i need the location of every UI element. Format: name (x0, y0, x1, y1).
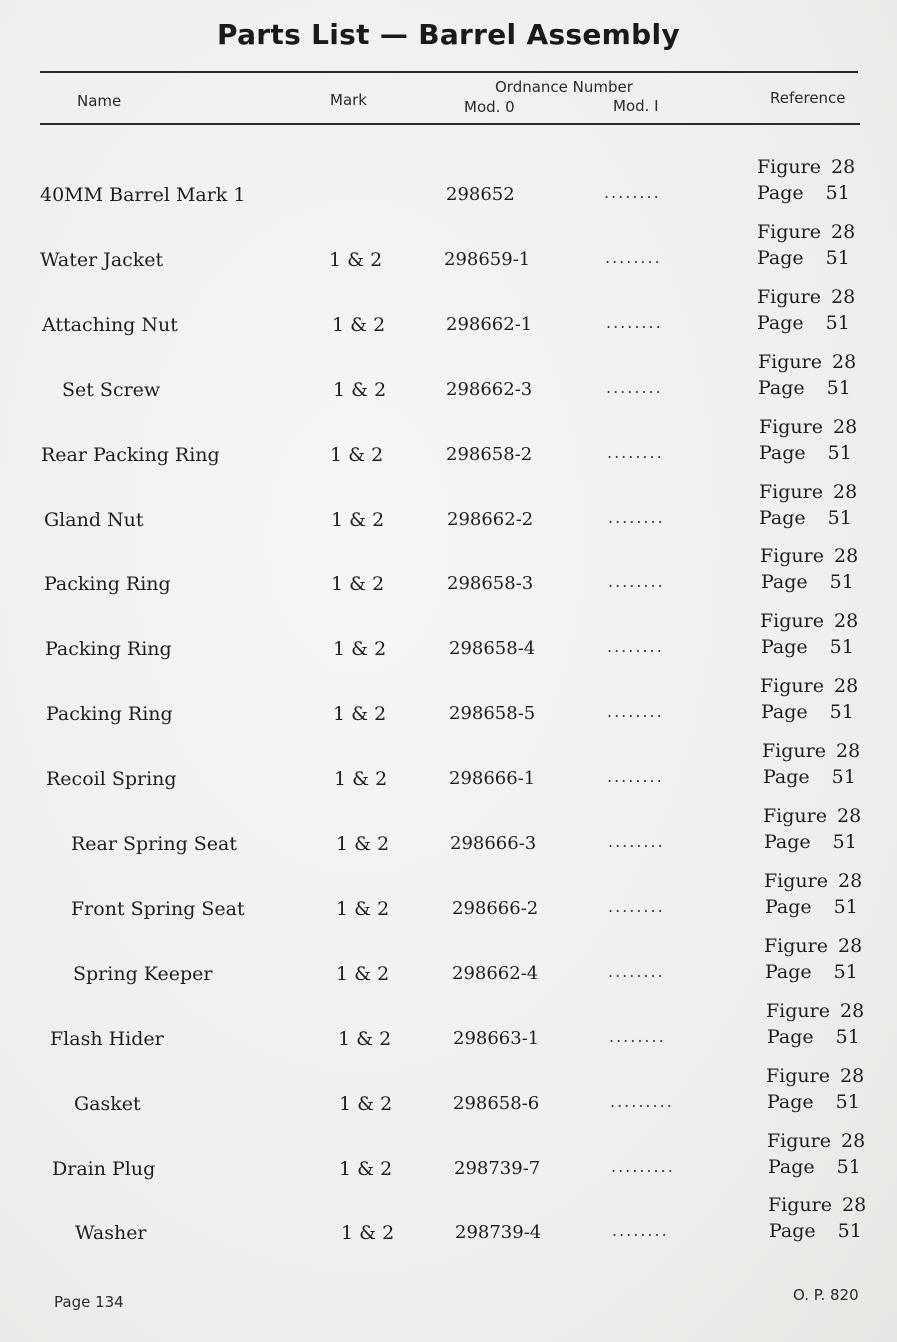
reference-page (765, 896, 858, 918)
ordnance-number-mod1: ........ (612, 1221, 669, 1241)
reference-figure-label: Figure (760, 610, 824, 633)
reference-page-number: 51 (829, 701, 854, 724)
ordnance-number-mod0: 298662-1 (446, 313, 533, 335)
reference-page-number: 51 (837, 1220, 862, 1243)
reference-figure (757, 286, 855, 308)
reference-page-number: 51 (825, 311, 850, 334)
reference-page (767, 1091, 860, 1113)
ordnance-number-mod1: ........ (608, 961, 665, 981)
reference-page-label: Page (765, 895, 812, 918)
reference-figure-number: 28 (836, 740, 861, 763)
part-name: Recoil Spring (46, 768, 177, 791)
ordnance-number-mod1: ......... (611, 1156, 675, 1176)
reference-figure (758, 351, 856, 373)
part-mark: 1 & 2 (331, 508, 385, 531)
reference-page (759, 507, 852, 529)
part-mark: 1 & 2 (333, 638, 387, 661)
reference-page-number: 51 (827, 441, 852, 464)
table-row (0, 348, 897, 413)
table-row (0, 478, 897, 543)
reference-page (763, 766, 856, 788)
ordnance-number-mod0: 298662-2 (447, 508, 534, 530)
reference-page-number: 51 (826, 376, 851, 399)
ordnance-number-mod0: 298666-2 (452, 897, 539, 919)
reference-figure-number: 28 (834, 545, 859, 568)
part-mark: 1 & 2 (339, 1157, 393, 1180)
reference-figure-number: 28 (840, 999, 865, 1022)
page-title: Parts List — Barrel Assembly (217, 18, 680, 51)
reference-page (757, 312, 850, 334)
reference-figure (759, 481, 857, 503)
ordnance-number-mod1: ........ (607, 702, 664, 722)
reference-figure-number: 28 (842, 1194, 867, 1217)
reference-page (768, 1156, 861, 1178)
reference-page-label: Page (769, 1220, 816, 1243)
reference-figure (760, 610, 858, 632)
column-header-mod0: Mod. 0 (464, 98, 515, 116)
table-row (0, 1191, 897, 1256)
reference-page-number: 51 (832, 831, 857, 853)
reference-figure-label: Figure (760, 545, 824, 568)
table-row (0, 542, 897, 607)
reference-figure-label: Figure (767, 1129, 831, 1152)
reference-figure-number: 28 (831, 156, 856, 178)
ordnance-number-mod1: ........ (608, 896, 665, 916)
reference-page-number: 51 (836, 1155, 861, 1178)
column-header-mod1: Mod. I (613, 97, 659, 115)
reference-figure-label: Figure (759, 415, 823, 438)
page-number: Page 134 (54, 1293, 124, 1311)
part-mark: 1 & 2 (336, 962, 390, 985)
part-mark: 1 & 2 (329, 248, 383, 271)
reference-page (764, 831, 857, 853)
ordnance-number-mod0: 298659-1 (444, 248, 531, 270)
reference-figure-number: 28 (838, 934, 863, 957)
reference-figure-number: 28 (831, 285, 856, 308)
part-name: Water Jacket (40, 248, 164, 271)
ordnance-number-mod0: 298739-4 (455, 1222, 542, 1244)
reference-page-number: 51 (831, 766, 856, 789)
part-mark: 1 & 2 (332, 313, 386, 336)
ordnance-number-mod0: 298663-1 (453, 1027, 540, 1049)
reference-page (761, 636, 854, 658)
part-name: Flash Hider (50, 1027, 164, 1050)
reference-figure-number: 28 (833, 480, 858, 503)
ordnance-number-mod0: 298658-5 (449, 703, 536, 725)
part-name: Packing Ring (44, 573, 171, 596)
reference-figure-label: Figure (758, 350, 822, 373)
reference-figure-number: 28 (834, 610, 859, 633)
reference-page (757, 247, 850, 269)
table-row (0, 153, 897, 218)
ordnance-number-mod1: ........ (607, 767, 664, 787)
reference-figure-label: Figure (766, 999, 830, 1022)
part-name: Gasket (74, 1092, 141, 1115)
part-mark: 1 & 2 (331, 573, 385, 596)
reference-page-label: Page (758, 376, 805, 399)
reference-page (767, 1026, 860, 1048)
table-row (0, 802, 897, 867)
part-mark: 1 & 2 (336, 833, 390, 855)
reference-page (769, 1220, 862, 1242)
part-name: Set Screw (62, 378, 161, 401)
reference-page-number: 51 (825, 182, 850, 204)
table-row (0, 932, 897, 997)
ordnance-number-mod1: ........ (607, 442, 664, 462)
column-header-reference: Reference (770, 89, 846, 107)
reference-page (761, 571, 854, 593)
ordnance-number-mod0: 298658-3 (447, 573, 534, 595)
part-name: Washer (75, 1222, 147, 1245)
reference-page-number: 51 (825, 246, 850, 269)
part-mark: 1 & 2 (333, 703, 387, 726)
reference-figure (759, 416, 857, 438)
reference-page-label: Page (763, 766, 810, 789)
ordnance-number-mod0: 298658-6 (453, 1092, 540, 1114)
ordnance-number-mod1: ........ (608, 507, 665, 527)
table-row (0, 997, 897, 1062)
table-row (0, 283, 897, 348)
reference-page-label: Page (761, 636, 808, 659)
table-row (0, 867, 897, 932)
part-name: Packing Ring (45, 638, 172, 661)
reference-page-label: Page (767, 1090, 814, 1113)
reference-page-label: Page (764, 831, 811, 853)
ordnance-number-mod0: 298739-7 (454, 1157, 541, 1179)
ordnance-number-mod1: ........ (607, 637, 664, 657)
reference-page-number: 51 (835, 1090, 860, 1113)
reference-figure-label: Figure (762, 740, 826, 763)
part-name: 40MM Barrel Mark 1 (40, 184, 246, 206)
reference-page (765, 961, 858, 983)
part-name: Rear Spring Seat (71, 833, 237, 855)
part-mark: 1 & 2 (334, 768, 388, 791)
reference-figure (760, 675, 858, 697)
ordnance-number-mod0: 298662-3 (446, 378, 533, 400)
reference-figure (764, 935, 862, 957)
reference-figure-label: Figure (768, 1194, 832, 1217)
ordnance-number-mod0: 298662-4 (452, 962, 539, 984)
part-mark: 1 & 2 (333, 378, 387, 401)
part-mark: 1 & 2 (336, 897, 390, 920)
part-name: Attaching Nut (42, 313, 178, 336)
table-row (0, 1062, 897, 1127)
reference-page-number: 51 (833, 895, 858, 918)
reference-figure-label: Figure (763, 805, 827, 827)
reference-page-number: 51 (829, 571, 854, 594)
reference-figure-label: Figure (757, 285, 821, 308)
reference-figure-number: 28 (840, 1064, 865, 1087)
publication-number: O. P. 820 (793, 1286, 859, 1304)
reference-page-label: Page (759, 441, 806, 464)
part-name: Drain Plug (52, 1157, 156, 1180)
reference-figure (757, 156, 855, 178)
reference-figure-label: Figure (757, 220, 821, 243)
reference-page-label: Page (761, 701, 808, 724)
ordnance-number-mod1: ........ (606, 312, 663, 332)
ordnance-number-mod0: 298666-3 (450, 833, 537, 854)
reference-figure-number: 28 (838, 869, 863, 892)
reference-figure-number: 28 (833, 415, 858, 438)
ordnance-number-mod1: ........ (605, 247, 662, 267)
reference-figure (764, 870, 862, 892)
reference-figure (760, 545, 858, 567)
part-name: Gland Nut (44, 508, 144, 531)
reference-page (761, 701, 854, 723)
reference-page-label: Page (757, 182, 804, 204)
table-row (0, 607, 897, 672)
reference-figure-label: Figure (760, 675, 824, 698)
ordnance-number-mod1: ........ (604, 183, 661, 202)
part-mark: 1 & 2 (338, 1027, 392, 1050)
reference-page-label: Page (759, 506, 806, 529)
part-name: Rear Packing Ring (41, 443, 220, 466)
column-header-name: Name (77, 92, 122, 110)
table-row (0, 737, 897, 802)
reference-page-label: Page (767, 1025, 814, 1048)
reference-page-number: 51 (833, 960, 858, 983)
reference-figure-label: Figure (764, 934, 828, 957)
table-row (0, 218, 897, 283)
ordnance-number-mod1: ........ (608, 832, 665, 851)
reference-figure-number: 28 (831, 220, 856, 243)
ordnance-number-mod0: 298658-2 (446, 443, 533, 465)
reference-page-number: 51 (827, 506, 852, 529)
reference-page-label: Page (761, 571, 808, 594)
reference-figure-label: Figure (766, 1064, 830, 1087)
ordnance-number-mod1: ......... (610, 1091, 674, 1111)
reference-page-label: Page (768, 1155, 815, 1178)
reference-page-number: 51 (835, 1025, 860, 1048)
reference-figure-number: 28 (837, 805, 862, 827)
table-row (0, 1127, 897, 1192)
column-header-ordnance-number: Ordnance Number (495, 78, 633, 96)
ordnance-number-mod0: 298666-1 (449, 768, 536, 790)
column-header-mark: Mark (330, 91, 367, 109)
table-row (0, 413, 897, 478)
table-row (0, 672, 897, 737)
part-name: Packing Ring (46, 703, 173, 726)
ordnance-number-mod0: 298652 (446, 184, 515, 205)
part-mark: 1 & 2 (341, 1222, 395, 1245)
reference-figure (766, 1065, 864, 1087)
reference-figure-label: Figure (759, 480, 823, 503)
reference-figure (766, 1000, 864, 1022)
reference-page-label: Page (765, 960, 812, 983)
reference-page (757, 182, 850, 204)
ordnance-number-mod1: ........ (606, 377, 663, 397)
part-name: Front Spring Seat (71, 897, 245, 920)
ordnance-number-mod0: 298658-4 (449, 638, 536, 660)
reference-figure-label: Figure (764, 869, 828, 892)
reference-figure-number: 28 (832, 350, 857, 373)
reference-figure-label: Figure (757, 156, 821, 178)
reference-figure (767, 1130, 865, 1152)
ordnance-number-mod1: ........ (608, 572, 665, 592)
reference-page-label: Page (757, 246, 804, 269)
reference-page (758, 377, 851, 399)
reference-figure (757, 221, 855, 243)
part-name: Spring Keeper (73, 962, 213, 985)
reference-figure-number: 28 (841, 1129, 866, 1152)
reference-figure (768, 1194, 866, 1216)
reference-figure (762, 740, 860, 762)
part-mark: 1 & 2 (330, 443, 384, 466)
reference-page-number: 51 (829, 636, 854, 659)
reference-page (759, 442, 852, 464)
ordnance-number-mod1: ........ (609, 1026, 666, 1046)
reference-figure-number: 28 (834, 675, 859, 698)
reference-figure (763, 805, 861, 827)
part-mark: 1 & 2 (339, 1092, 393, 1115)
reference-page-label: Page (757, 311, 804, 334)
